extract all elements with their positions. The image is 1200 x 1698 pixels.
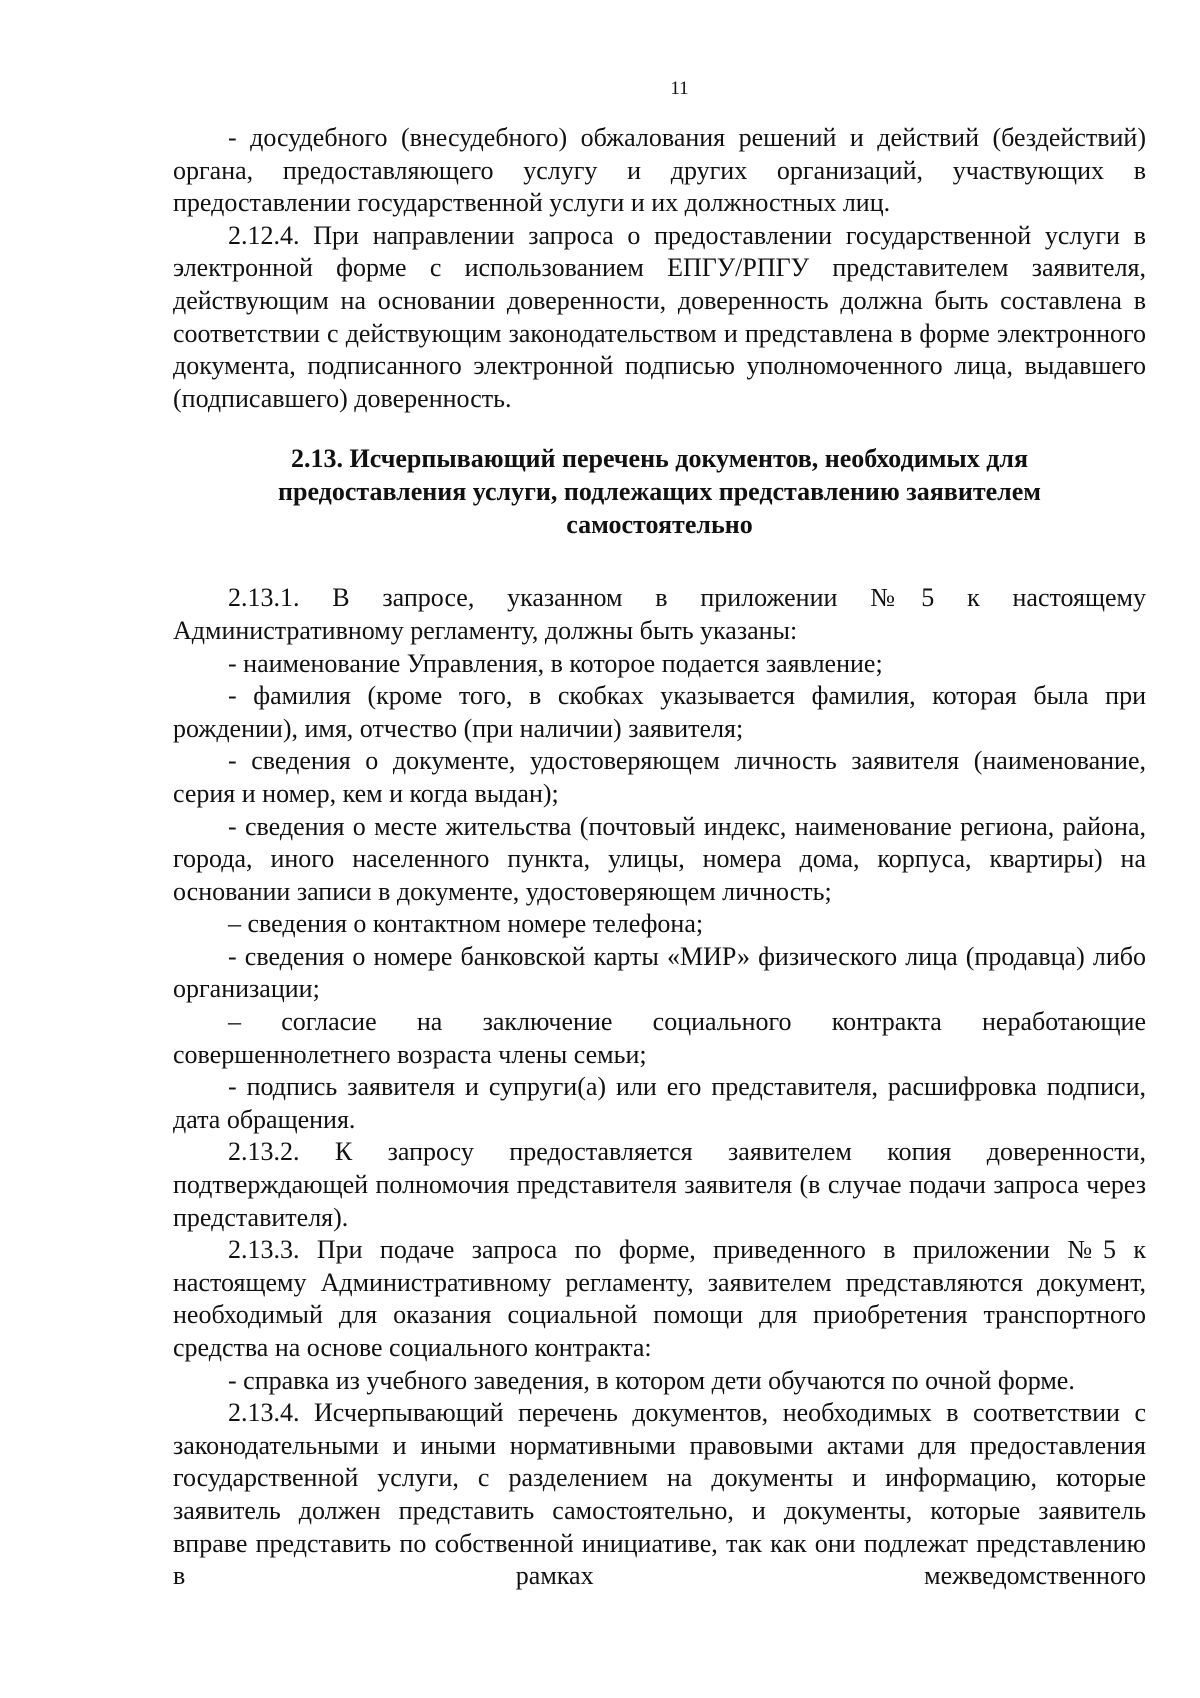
- section-heading-line: предоставления услуги, подлежащих представлению заявителем: [278, 477, 1041, 507]
- paragraph-2-12-4: 2.12.4. При направлении запроса о предоставлении государственной услуги в электронной форме с использованием ЕПГУ/РПГУ представителем заявителя, действующим на основании доверенности, доверенность должна быть составлена в соответствии с действующим законодательством и представлена в форме электронного документа, подписанного электронной подписью уполномоченного лица, выдавшего (подписавшего) доверенность.: [173, 220, 1146, 413]
- list-item-school-certificate: - справка из учебного заведения, в котором дети обучаются по очной форме.: [228, 1365, 1075, 1395]
- section-heading-line: 2.13. Исчерпывающий перечень документов, необходимых для: [290, 444, 1029, 474]
- paragraph-2-13-3: 2.13.3. При подаче запроса по форме, приведенного в приложении №5 к настоящему Административному регламенту, заявителем представляются документ, необходимый для оказания социальной помощи для приобретения транспортного средства на основе социального контракта:: [173, 1235, 1146, 1362]
- list-item-full-name: - фамилия (кроме того, в скобках указывается фамилия, которая была при рождении), имя, отчество (при наличии) заявителя;: [173, 681, 1146, 743]
- list-item-bank-card: - сведения о номере банковской карты «МИР» физического лица (продавца) либо организации;: [173, 941, 1146, 1004]
- document-page: [173, 78, 1146, 1593]
- section-heading-2-13: [173, 442, 1146, 541]
- list-item-identity-document: - сведения о документе, удостоверяющем личность заявителя (наименование, серия и номер, кем и когда выдан);: [173, 746, 1146, 808]
- list-item-phone: – сведения о контактном номере телефона;: [228, 909, 704, 939]
- list-item-residence: - сведения о месте жительства (почтовый индекс, наименование региона, района, города, иного населенного пункта, улицы, номера дома, корпуса, квартиры) на основании записи в документе, удостоверяющем личность;: [173, 811, 1146, 906]
- paragraph-2-13-2: 2.13.2. К запросу предоставляется заявителем копия доверенности, подтверждающей полномочия представителя заявителя (в случае подачи запроса через представителя).: [173, 1137, 1146, 1232]
- paragraph-2-13-1: 2.13.1. В запросе, указанном в приложении №5 к настоящему Административному регламенту, должны быть указаны:: [173, 583, 1146, 645]
- page-number: 11: [670, 78, 689, 99]
- list-item-family-consent: – согласие на заключение социального контракта неработающие совершеннолетнего возраста члены семьи;: [173, 1007, 1146, 1069]
- list-item-department-name: - наименование Управления, в которое подается заявление;: [228, 648, 883, 678]
- list-item-signature: - подпись заявителя и супруги(а) или его представителя, расшифровка подписи, дата обращения.: [173, 1072, 1146, 1134]
- paragraph-2-13-4: 2.13.4. Исчерпывающий перечень документов, необходимых в соответствии с законодательными и иными нормативными правовыми актами для предоставления государственной услуги, с разделением на документы и информацию, которые заявитель должен представить самостоятельно, и документы, которые заявитель вправе представить по собственной инициативе, так как они подлежат представлению в рамках межведомственного: [173, 1398, 1146, 1591]
- paragraph-appeal-item: - досудебного (внесудебного) обжалования решений и действий (бездействий) органа, предоставляющего услугу и других организаций, участвующих в предоставлении государственной услуги и их должностных лиц.: [173, 123, 1146, 218]
- section-heading-line: самостоятельно: [566, 510, 753, 540]
